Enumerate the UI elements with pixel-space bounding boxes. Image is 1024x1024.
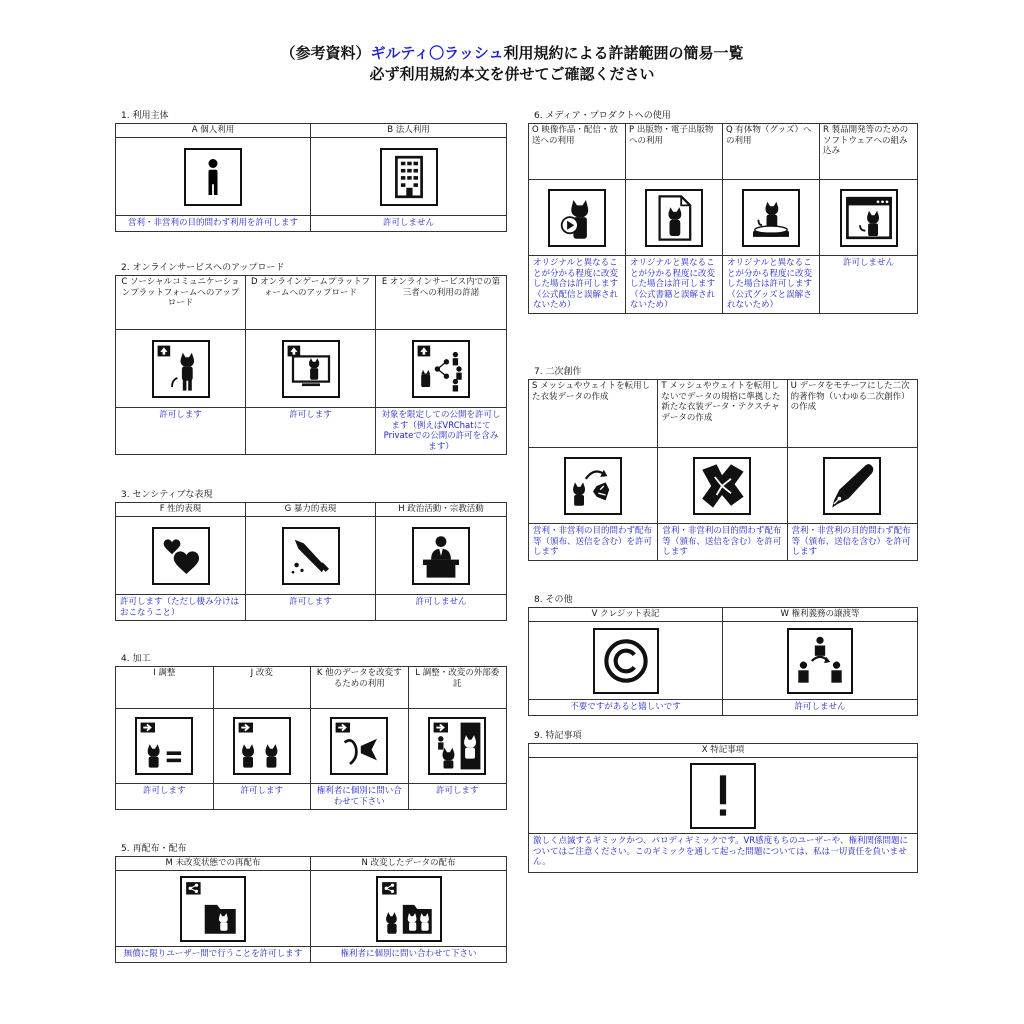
section-title: 4. 加工: [121, 654, 151, 664]
title-suffix: 利用規約による許諾範囲の簡易一覧: [503, 44, 744, 62]
cell-x: [529, 744, 917, 872]
cell-head: U データをモチーフにした二次的著作物（いわゆる二次創作）の作成: [788, 380, 917, 448]
section-derivative: [528, 366, 918, 561]
building-icon: [380, 148, 438, 206]
cell-head: W 権利義務の譲渡等: [723, 608, 917, 622]
section-title: 3. センシティブな表現: [121, 490, 213, 500]
cell-note: 権利者に個別に問い合わせて下さい: [340, 949, 477, 959]
cell-note: 営利・非営利の目的問わず配布等（頒布、送信を含む）を許可します: [662, 526, 782, 557]
cell-head: E オンラインサービス内での第三者への利用の許諾: [376, 276, 506, 330]
cell-head: Q 有体物（グッズ）への利用: [723, 124, 819, 180]
person-icon: [184, 148, 242, 206]
cell-m: [116, 857, 311, 962]
redistribute-icon: [180, 876, 246, 942]
video-icon: [548, 189, 606, 247]
cell-note: 許可します: [289, 410, 332, 420]
cell-head: J 改変: [214, 667, 311, 709]
section-title: 1. 利用主体: [121, 111, 169, 121]
upload-social-icon: [152, 340, 210, 398]
cell-u: [788, 380, 917, 560]
cell-l: [409, 667, 507, 809]
cell-note: 営利・非営利の目的問わず利用を許可します: [127, 218, 298, 228]
cell-note: 営利・非営利の目的問わず配布等（頒布、送信を含む）を許可します: [533, 526, 653, 557]
upload-game-icon: [282, 340, 340, 398]
cell-c: [116, 276, 246, 454]
cell-i: [116, 667, 214, 809]
section-other: [528, 594, 918, 716]
cell-note: オリジナルと異なることが分かる程度に改変した場合は許可します（公式配信と誤解されないため）: [533, 258, 619, 310]
cell-head: G 暴力的表現: [246, 503, 375, 517]
cell-d: [246, 276, 376, 454]
cell-head: H 政治活動・宗教活動: [376, 503, 506, 517]
cell-note: 営利・非営利の目的問わず配布等（頒布、送信を含む）を許可します: [791, 526, 911, 557]
cell-w: [723, 608, 917, 715]
section-title: 5. 再配布・配布: [121, 844, 187, 854]
cell-e: [376, 276, 506, 454]
cell-note: 許可しません: [842, 258, 894, 268]
use-for-other-icon: [330, 717, 388, 775]
section-title: 2. オンラインサービスへのアップロード: [121, 263, 285, 273]
cell-head: N 改変したデータの配布: [311, 857, 506, 871]
cell-n: [311, 857, 506, 962]
cell-note: 対象を限定しての公開を許可します（例えばVRChatにてPrivateでの公開の許可を含みます）: [381, 410, 501, 452]
goods-icon: [742, 189, 800, 247]
reuse-mesh-icon: [564, 457, 622, 515]
cell-note: 許可しません: [382, 218, 434, 228]
cell-note: 権利者に個別に問い合わせて下さい: [316, 786, 402, 807]
section-processing: [115, 653, 507, 810]
cell-o: [529, 124, 626, 313]
copyright-icon: [593, 628, 659, 694]
cell-head: T メッシュやウェイトを転用しないでデータの規格に準拠した新たな衣装データ・テクスチャデータの作成: [658, 380, 786, 448]
outsource-icon: [428, 717, 486, 775]
cell-q: [723, 124, 820, 313]
cell-head: K 他のデータを改変するための利用: [311, 667, 408, 709]
section-usage-subject: [115, 110, 507, 232]
cell-b: [311, 124, 506, 231]
title-brand: ギルティ〇ラッシュ: [370, 44, 504, 62]
cell-head: I 調整: [116, 667, 213, 709]
transfer-icon: [787, 628, 853, 694]
section-title: 8. その他: [534, 595, 573, 605]
knife-icon: [282, 527, 340, 585]
cell-head: R 製品開発等のためのソフトウェアへの組み込み: [820, 124, 917, 180]
cell-head: A 個人利用: [116, 124, 310, 138]
cell-note: 許可します: [159, 410, 202, 420]
pen-icon: [823, 457, 881, 515]
document-subtitle: 必ず利用規約本文を併せてご確認ください: [369, 65, 655, 83]
section-media-product: [528, 110, 918, 314]
speaker-icon: [412, 527, 470, 585]
cell-note: 許可します（ただし棲み分けはおこなうこと）: [120, 597, 240, 618]
cell-head: D オンラインゲームプラットフォームへのアップロード: [246, 276, 375, 330]
section-online-upload: [115, 262, 507, 455]
publication-icon: [645, 189, 703, 247]
cell-note: 無償に限りユーザー間で行うことを許可します: [123, 949, 303, 959]
section-sensitive: [115, 489, 507, 621]
cell-head: S メッシュやウェイトを転用した衣装データの作成: [529, 380, 657, 448]
cell-h: [376, 503, 506, 620]
adjust-icon: [135, 717, 193, 775]
new-costume-icon: [693, 457, 751, 515]
cell-a: [116, 124, 311, 231]
cell-note: 許可します: [240, 786, 283, 796]
cell-note: 許可します: [289, 597, 332, 607]
section-title: 6. メディア・プロダクトへの使用: [534, 111, 671, 121]
cell-head: L 調整・改変の外部委託: [409, 667, 507, 709]
title-prefix: （参考資料）: [280, 44, 371, 62]
exclamation-icon: [690, 763, 756, 829]
document-title: [0, 42, 1024, 63]
cell-g: [246, 503, 376, 620]
cell-head: M 未改変状態での再配布: [116, 857, 310, 871]
cell-note: 許可します: [435, 786, 479, 796]
cell-note: オリジナルと異なることが分かる程度に改変した場合は許可します（公式書籍と誤解されないため）: [630, 258, 716, 310]
cell-v: [529, 608, 723, 715]
cell-s: [529, 380, 658, 560]
software-icon: [840, 189, 898, 247]
distribute-modified-icon: [376, 876, 442, 942]
cell-head: O 映像作品・配信・放送への利用: [529, 124, 625, 180]
cell-head: V クレジット表記: [529, 608, 722, 622]
hearts-icon: [152, 527, 210, 585]
section-title: 9. 特記事項: [534, 731, 582, 741]
cell-note: 許可しません: [794, 702, 846, 712]
cell-note: 激しく点滅するギミックかつ、パロディギミックです。VR感度もちのユーザーや、権利関係問題についてはご注意ください。このギミックを通して起った問題については、私は一切責任を負いません。: [533, 836, 909, 867]
cell-head: P 出版物・電子出版物への利用: [626, 124, 722, 180]
cell-t: [658, 380, 787, 560]
cell-head: C ソーシャルコミュニケーションプラットフォームへのアップロード: [116, 276, 245, 330]
cell-head: X 特記事項: [529, 744, 917, 758]
cell-note: 不要ですがあると嬉しいです: [570, 702, 681, 712]
section-special-notes: [528, 730, 918, 873]
cell-head: B 法人利用: [311, 124, 506, 138]
cell-r: [820, 124, 917, 313]
cell-head: F 性的表現: [116, 503, 245, 517]
section-title: 7. 二次創作: [534, 367, 582, 377]
cell-p: [626, 124, 723, 313]
cell-j: [214, 667, 312, 809]
modify-icon: [233, 717, 291, 775]
cell-note: 許可します: [142, 786, 186, 796]
cell-note: 許可しません: [415, 597, 467, 607]
section-redistribution: [115, 843, 507, 963]
cell-note: オリジナルと異なることが分かる程度に改変した場合は許可します（公式グッズと誤解されないため）: [727, 258, 813, 310]
share-users-icon: [412, 340, 470, 398]
cell-k: [311, 667, 409, 809]
cell-f: [116, 503, 246, 620]
